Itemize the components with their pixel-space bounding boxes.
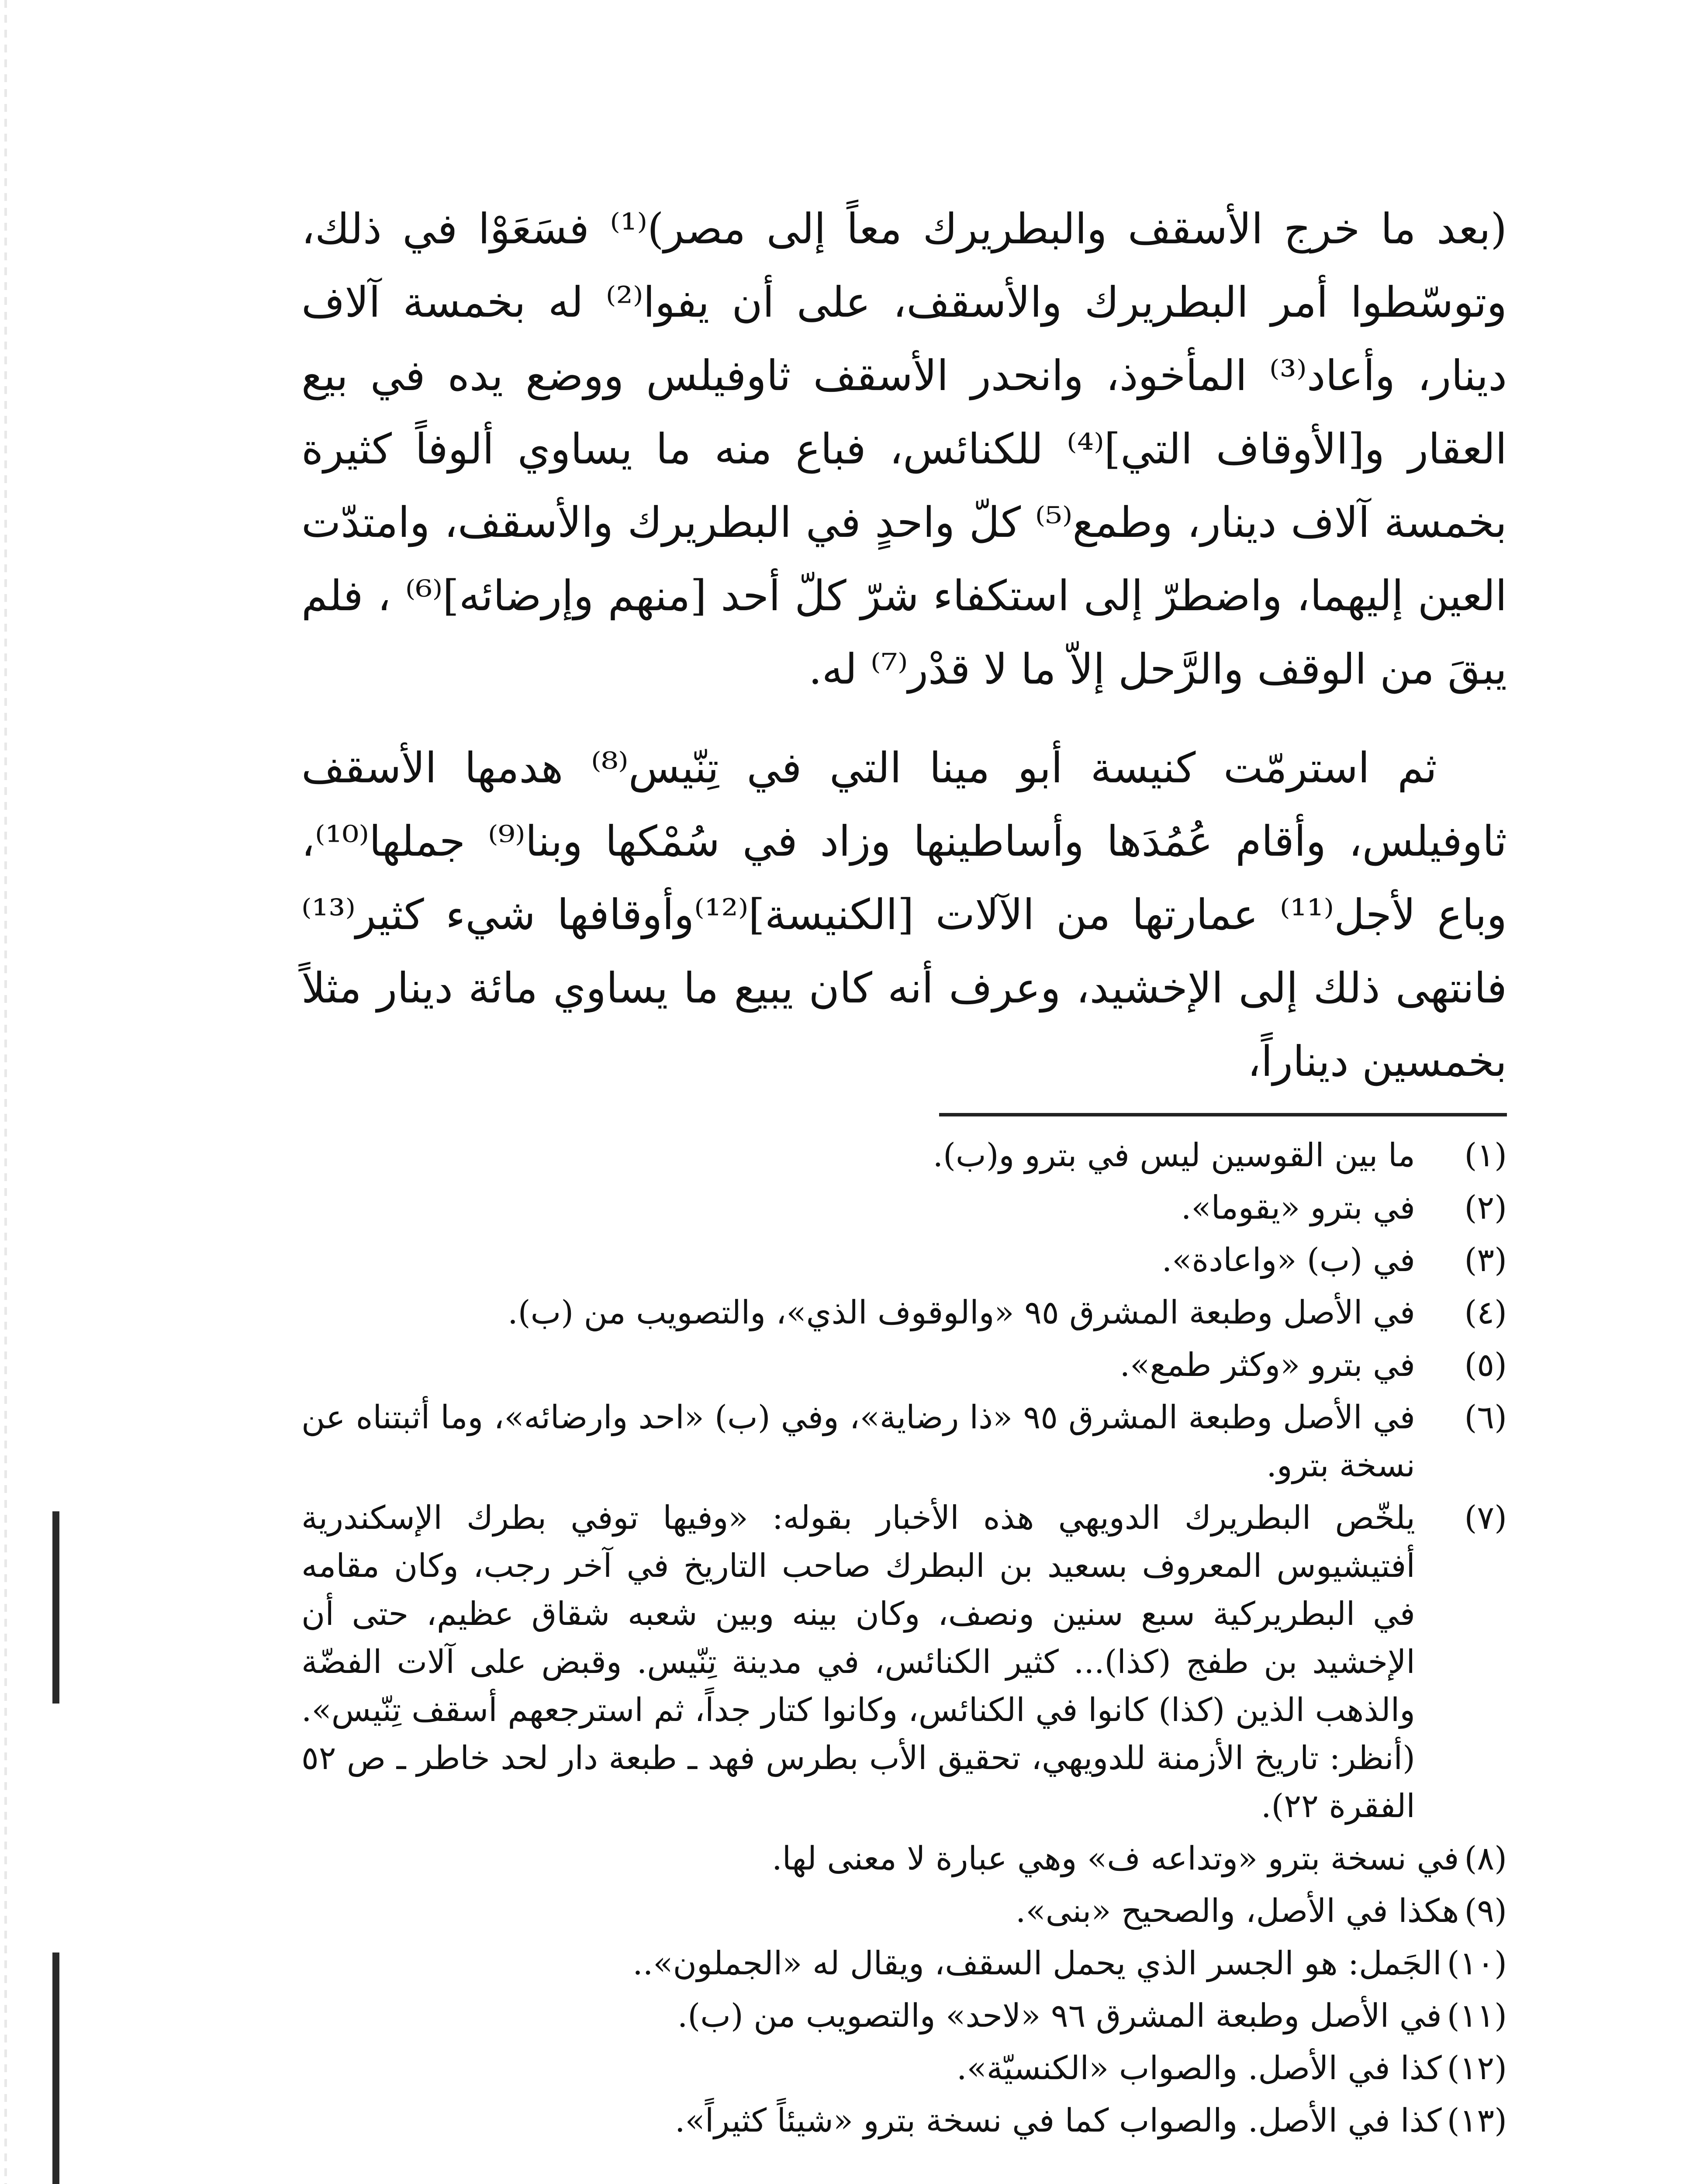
footnote-number: (٧) xyxy=(1464,1499,1507,1537)
page-body xyxy=(301,192,1507,1123)
footnote-number: (٦) xyxy=(1464,1399,1507,1436)
main-text xyxy=(301,192,1507,1098)
footnote-number: (١) xyxy=(1464,1137,1507,1174)
footnote-number: (٨) xyxy=(1464,1840,1507,1877)
paragraph-2: ثم استرمّت كنيسة أبو مينا التي في تِنّيس⁽⁸⁾ هدمها الأسقف ثاوفيلس، وأقام عُمُدَها وأساطينها وزاد في سُمْكها وبنا⁽⁹⁾ جملها⁽¹⁰⁾، وباع لأجل⁽¹¹⁾ عمارتها من الآلات [الكنيسة]⁽¹²⁾وأوقافها شيء كثير⁽¹³⁾ فانتهى ذلك إلى الإخشيد، وعرف أنه كان يبيع ما يساوي مائة دينار مثلاً بخمسين ديناراً، xyxy=(301,743,1507,1086)
footnote-7 xyxy=(301,1494,1507,1830)
footnote-12 xyxy=(301,2044,1507,2092)
footnote-text: في نسخة بترو «وتداعه ف» وهي عبارة لا معنى لها. xyxy=(772,1840,1459,1877)
footnote-4 xyxy=(301,1289,1507,1337)
paragraph-1: (بعد ما خرج الأسقف والبطريرك معاً إلى مصر)⁽¹⁾ فسَعَوْا في ذلك، وتوسّطوا أمر البطريرك والأسقف، على أن يفوا⁽²⁾ له بخمسة آلاف دينار، وأعاد⁽³⁾ المأخوذ، وانحدر الأسقف ثاوفيلس ووضع يده في بيع العقار و[الأوقاف التي]⁽⁴⁾ للكنائس، فباع منه ما يساوي ألوفاً كثيرة بخمسة آلاف دينار، وطمع⁽⁵⁾ كلّ واحدٍ في البطريرك والأسقف، وامتدّت العين إليهما، واضطرّ إلى استكفاء شرّ كلّ أحد [منهم وإرضائه]⁽⁶⁾ ، فلم يبقَ من الوقف والرَّحل إلاّ ما لا قدْر⁽⁷⁾ له. xyxy=(301,204,1507,694)
footnote-text: ما بين القوسين ليس في بترو و(ب). xyxy=(933,1137,1415,1174)
footnote-text: يلخّص البطريرك الدويهي هذه الأخبار بقوله: «وفيها توفي بطرك الإسكندرية أفتيشيوس المعروف بسعيد بن البطرك صاحب التاريخ في آخر رجب، وكان مقامه في البطريركية سبع سنين ونصف، وكان بينه وبين شعبه شقاق عظيم، حتى أن الإخشيد بن طفج (كذا)... كثير الكنائس، في مدينة تِنّيس. وقبض على آلات الفضّة والذهب الذين (كذا) كانوا في الكنائس، وكانوا كتار جداً، ثم استرجعهم أسقف تِنّيس». (أنظر: تاريخ الأزمنة للدويهي، تحقيق الأب بطرس فهد ـ طبعة دار لحد خاطر ـ ص ٥٢ الفقرة ٢٢). xyxy=(301,1499,1415,1825)
footnote-number: (٤) xyxy=(1464,1294,1507,1331)
footnote-9 xyxy=(301,1887,1507,1935)
footnote-text: كذا في الأصل. والصواب كما في نسخة بترو «شيئاً كثيراً». xyxy=(675,2102,1442,2139)
footnote-3 xyxy=(301,1236,1507,1284)
footnote-text: في الأصل وطبعة المشرق ٩٥ «ذا رضاية»، وفي (ب) «احد وارضائه»، وما أثبتناه عن نسخة بترو. xyxy=(301,1399,1415,1484)
footnote-2 xyxy=(301,1184,1507,1232)
footnote-number: (٣) xyxy=(1464,1241,1507,1279)
footnote-number: (١١) xyxy=(1447,1997,1507,2035)
footnote-number: (١٣) xyxy=(1447,2102,1507,2139)
footnote-number: (٥) xyxy=(1464,1346,1507,1384)
footnote-number: (١٢) xyxy=(1447,2049,1507,2087)
footnote-text: في بترو «وكثر طمع». xyxy=(1119,1346,1415,1384)
footnote-13 xyxy=(301,2097,1507,2145)
footnote-separator xyxy=(939,1113,1507,1116)
footnote-text: في الأصل وطبعة المشرق ٩٥ «والوقوف الذي»، والتصويب من (ب). xyxy=(508,1294,1415,1331)
footnote-text: كذا في الأصل. والصواب «الكنسيّة». xyxy=(956,2049,1442,2087)
footnote-1 xyxy=(301,1131,1507,1179)
footnote-text: في (ب) «واعادة». xyxy=(1161,1241,1415,1279)
footnote-text: هكذا في الأصل، والصحيح «بنى». xyxy=(1015,1892,1459,1930)
footnote-number: (١٠) xyxy=(1447,1945,1507,1982)
footnote-number: (٩) xyxy=(1464,1892,1507,1930)
footnote-text: في بترو «يقوما». xyxy=(1181,1189,1415,1227)
footnote-list xyxy=(301,1131,1507,2145)
binding-mark-lower xyxy=(52,1952,59,2184)
footnote-number: (٢) xyxy=(1464,1189,1507,1227)
footnote-5 xyxy=(301,1341,1507,1389)
footnote-10 xyxy=(301,1939,1507,1987)
footnote-text: الجَمل: هو الجسر الذي يحمل السقف، ويقال له «الجملون».. xyxy=(632,1945,1442,1982)
footnote-11 xyxy=(301,1992,1507,2040)
footnote-8 xyxy=(301,1835,1507,1883)
page-edge xyxy=(4,0,7,2184)
binding-mark-upper xyxy=(52,1511,59,1704)
footnote-text: في الأصل وطبعة المشرق ٩٦ «لاحد» والتصويب من (ب). xyxy=(677,1997,1442,2035)
footnotes xyxy=(301,1131,1507,2149)
footnote-6 xyxy=(301,1393,1507,1489)
